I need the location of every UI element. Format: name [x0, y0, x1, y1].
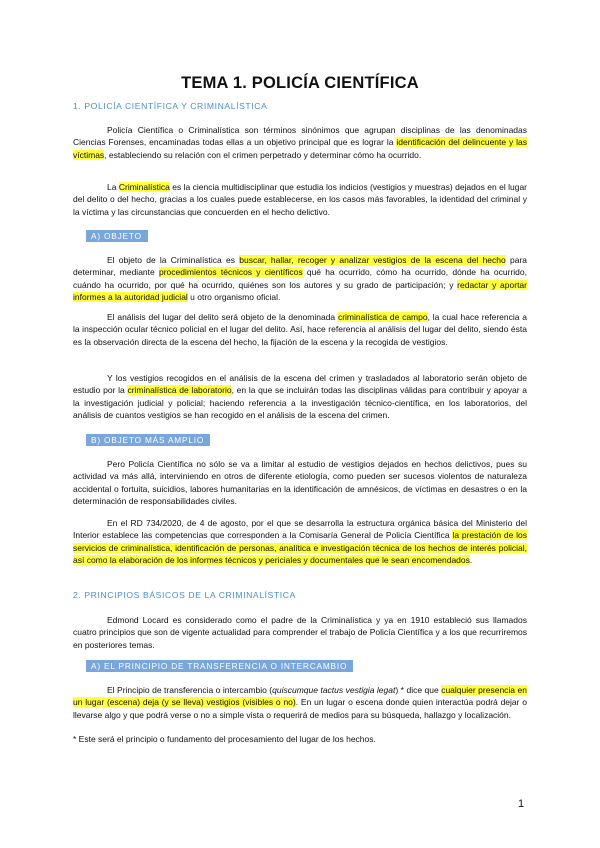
- document-title: TEMA 1. POLICÍA CIENTÍFICA: [181, 74, 419, 92]
- highlight: la prestación de los servicios de criminalística, identificación de personas, analítica e investigación técnica de los hechos de interés policial, así como la elaboración de los informes técnicos y periciales y documentales que le sean encomendados: [73, 530, 527, 566]
- paragraph-8: Edmond Locard es considerado como el padre de la Criminalística y ya en 1910 estableció sus llamados cuatro principios que son de vigente actualidad para comprender el trabajo de Policía Científica y a los que recurriremos en posteriores temas.: [73, 615, 527, 650]
- paragraph-2: La Criminalística es la ciencia multidisciplinar que estudia los indicios (vestigios y muestras) dejados en el lugar del delito o del hecho, gracias a los cuales puede establecerse, en los casos más favorables, la identidad del criminal y la víctima y las circunstancias que concuerden en el hecho delictivo.: [73, 182, 528, 217]
- section-heading-2: 2. PRINCIPIOS BÁSICOS DE LA CRIMINALÍSTICA: [73, 590, 296, 600]
- latin-phrase: quiscumque tactus vestigia legat: [272, 685, 396, 695]
- highlight: cualquier presencia en un lugar (escena) deja (y se lleva) vestigios (visibles o no): [73, 685, 527, 708]
- page-number: 1: [518, 798, 525, 810]
- section-heading-1: 1. POLICÍA CIENTÍFICA Y CRIMINALÍSTICA: [73, 101, 268, 111]
- paragraph-6: Pero Policía Científica no sólo se va a limitar al estudio de vestigios dejados en hechos delictivos, pues su actividad va más allá, interviniendo en otros de diferente etiología, como pueden ser sucesos violentos de naturaleza accidental o fortuita, suicidios, labores humanitarias en la identificación de amnésicos, de víctimas en desastres o en la determinación de responsabilidades civiles.: [73, 459, 527, 507]
- paragraph-4: El análisis del lugar del delito será objeto de la denominada criminalística de campo, la cual hace referencia a la inspección ocular técnico policial en el lugar del delito. Así, hace referencia al análisis del lugar del delito, siendo ésta es la observación directa de la escena del hecho, la fijación de la escena y la recogida de vestigios.: [73, 312, 528, 347]
- paragraph-1: Policía Científica o Criminalística son términos sinónimos que agrupan disciplinas de las denominadas Ciencias Forenses, encaminadas todas ellas a un objetivo principal que es lograr la identificación del delincuente y las víctimas, estableciendo su relación con el crimen perpetrado y determinar cómo ha ocurrido.: [73, 125, 527, 160]
- highlight: Criminalística: [118, 182, 170, 192]
- highlight: redactar y aportar informes a la autoridad judicial: [73, 279, 527, 303]
- highlight: criminalística de campo: [337, 312, 428, 322]
- paragraph-9: El Principio de transferencia o intercambio (quiscumque tactus vestigia legat) * dice que cualquier presencia en un lugar (escena) deja (y se lleva) vestigios (visibles o no). En un lugar o escena donde quien interactúa podrá dejar o llevarse algo y que podrá verse o no a simple vista o requerirá de medios para su búsqueda, hallazgo y localización.: [73, 685, 528, 720]
- highlight: criminalística de laboratorio: [127, 385, 232, 396]
- paragraph-3: El objeto de la Criminalística es buscar, hallar, recoger y analizar vestigios de la escena del hecho para determinar, mediante procedimientos técnicos y científicos qué ha ocurrido, cómo ha ocurrido, dónde ha ocurrido, cuándo ha ocurrido, por qué ha ocurrido, quiénes son los autores y su grado de participación; y redactar y aportar informes a la autoridad judicial u otro organismo oficial.: [73, 255, 527, 303]
- subheading-objeto-mas-amplio: B) OBJETO MÁS AMPLIO: [86, 434, 210, 446]
- highlight: buscar, hallar, recoger y analizar vestigios de la escena del hecho: [239, 255, 506, 265]
- highlight: identificación del delincuente y las víctimas: [73, 137, 527, 160]
- highlight: procedimientos técnicos y científicos: [158, 267, 303, 278]
- subheading-principio-transferencia: A) EL PRINCIPIO DE TRANSFERENCIA O INTERCAMBIO: [86, 660, 353, 672]
- paragraph-5: Y los vestigios recogidos en el análisis de la escena del crimen y trasladados al laboratorio serán objeto de estudio por la criminalística de laboratorio, en la que se incluirán todas las disciplinas válidas para contribuir y apoyar a la investigación judicial y policial; haciendo referencia a la investigación técnico-científica, en los laboratorios, del análisis de cuantos vestigios se han recogido en el análisis de la escena del crimen.: [73, 373, 527, 421]
- paragraph-7: En el RD 734/2020, de 4 de agosto, por el que se desarrolla la estructura orgánica básica del Ministerio del Interior establece las competencias que corresponden a la Comisaría General de Policía Científica la prestación de los servicios de criminalística, identificación de personas, analítica e investigación técnica de los hechos de interés policial, así como la elaboración de los informes técnicos y periciales y documentales que le sean encomendados.: [73, 518, 527, 566]
- subheading-objeto: A) OBJETO: [86, 230, 148, 242]
- footnote: * Este será el principio o fundamento del procesamiento del lugar de los hechos.: [73, 734, 376, 744]
